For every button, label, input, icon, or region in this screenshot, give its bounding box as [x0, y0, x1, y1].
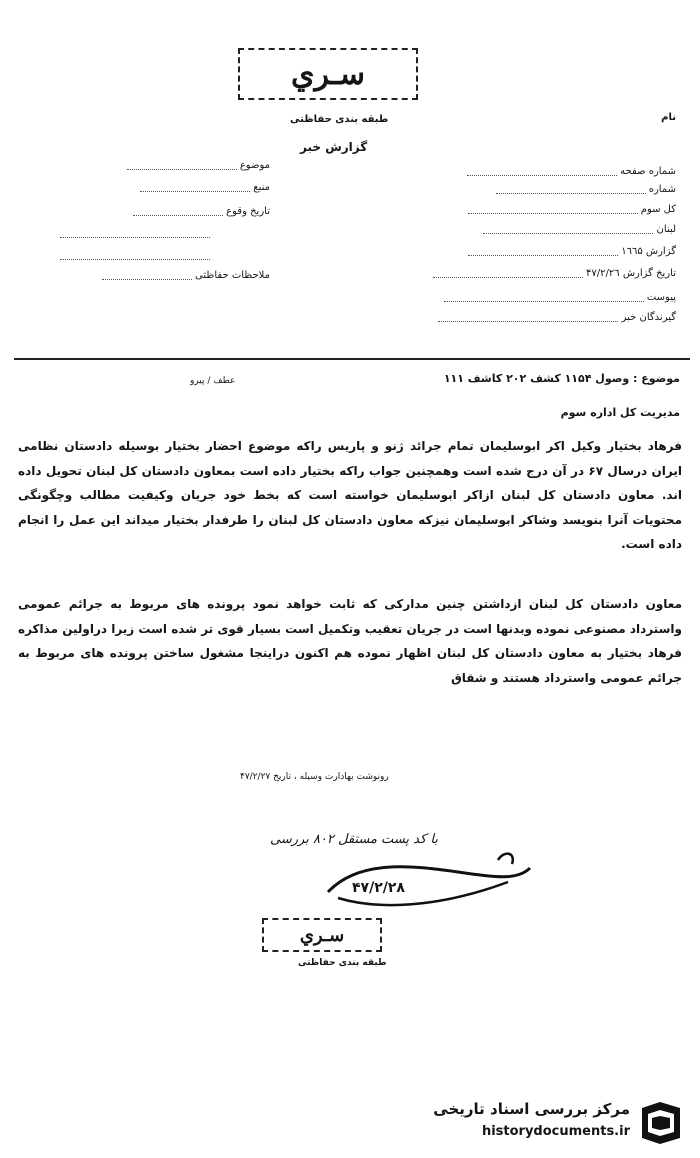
field-right: شماره صفحه — [467, 166, 676, 177]
field-right: شماره — [496, 184, 676, 195]
field-right: کل سوم — [468, 204, 676, 215]
addressee: مدیریت کل اداره سوم — [560, 406, 680, 419]
field-right: تاریخ گزارش ۴۷/۲/۲٦ — [433, 268, 676, 279]
body-paragraph: فرهاد بختیار وکیل اکر ابوسلیمان تمام جرائد ژنو و پاریس راکه موضوع احضار بختیار بوسیله دادستان نظامی ایران درسال ۶۷ در آن درج شده است وهمچنین جواب راکه بختیار داده است بمعاون دادستان کل لبنان تحویل داده اند. معاون دادستان کل لبنان ازاکر ابوسلیمان خواسته است که بخط خود جریان وکیفیت مطالب وچگونگی محتویات آنرا بنویسد وشاکر ابوسلیمان نیزکه معاون دادستان کل لبنان را طرفدار بختیار میداند این عمل را انجام داده است. — [18, 439, 682, 551]
field-right: گزارش ۱٦٦۵ — [468, 246, 676, 257]
signature — [268, 820, 538, 920]
copy-note: رونوشت بهادارت وسیله ، تاریخ ۴۷/۲/۲۷ — [240, 772, 389, 782]
subject-line: موضوع : وصول ۱۱۵۴ کشف ۲۰۲ کاشف ۱۱۱ — [443, 372, 680, 385]
field-left: موضوع — [60, 160, 270, 171]
header-divider — [14, 358, 690, 360]
book-icon — [636, 1098, 686, 1146]
reference-label: عطف / پیرو — [190, 376, 236, 386]
classification-stamp-bottom: سـري — [262, 918, 382, 952]
field-left — [60, 228, 270, 239]
field-left — [60, 250, 270, 261]
signature-date: ۴۷/۲/۲۸ — [352, 880, 405, 896]
doc-label: نام — [661, 112, 676, 123]
classification-stamp: سـري — [238, 48, 418, 100]
body-paragraph: معاون دادستان کل لبنان ازداشتن چنین مدارکی که ثابت خواهد نمود پرونده های مربوط به جرائم عمومی واسترداد مصنوعی نموده وبدنها است در جریان تعقیب وتکمیل است بسیار قوی تر شده است زیرا دراولین مذاکره فرهاد بختیار به معاون دادستان کل لبنان اظهار نموده هم اکنون دراینجا مشغول ساختن پرونده های مربوط به جرائم عمومی واسترداد هستند و شقاق — [18, 597, 682, 685]
stamp-caption: طبقه بندی حفاظتی — [290, 114, 389, 125]
field-left: تاریخ وقوع — [60, 206, 270, 217]
field-right: لبنان — [483, 224, 676, 235]
document-title: گزارش خبر — [300, 140, 368, 154]
archive-url: historydocuments.ir — [481, 1124, 630, 1139]
signature-annotation: با کد پست مستقل ۸۰۲ بررسی — [270, 832, 438, 847]
field-left: ملاحظات حفاظتی — [60, 270, 270, 281]
stamp-bottom-caption: طبقه بندی حفاظتی — [298, 958, 387, 968]
field-right: گیرندگان خبر — [438, 312, 676, 323]
field-left: منبع — [60, 182, 270, 193]
watermark-logo — [410, 1096, 690, 1148]
field-right: پیوست — [444, 292, 676, 303]
archive-name: مرکز بررسی اسناد تاریخی — [433, 1100, 630, 1118]
